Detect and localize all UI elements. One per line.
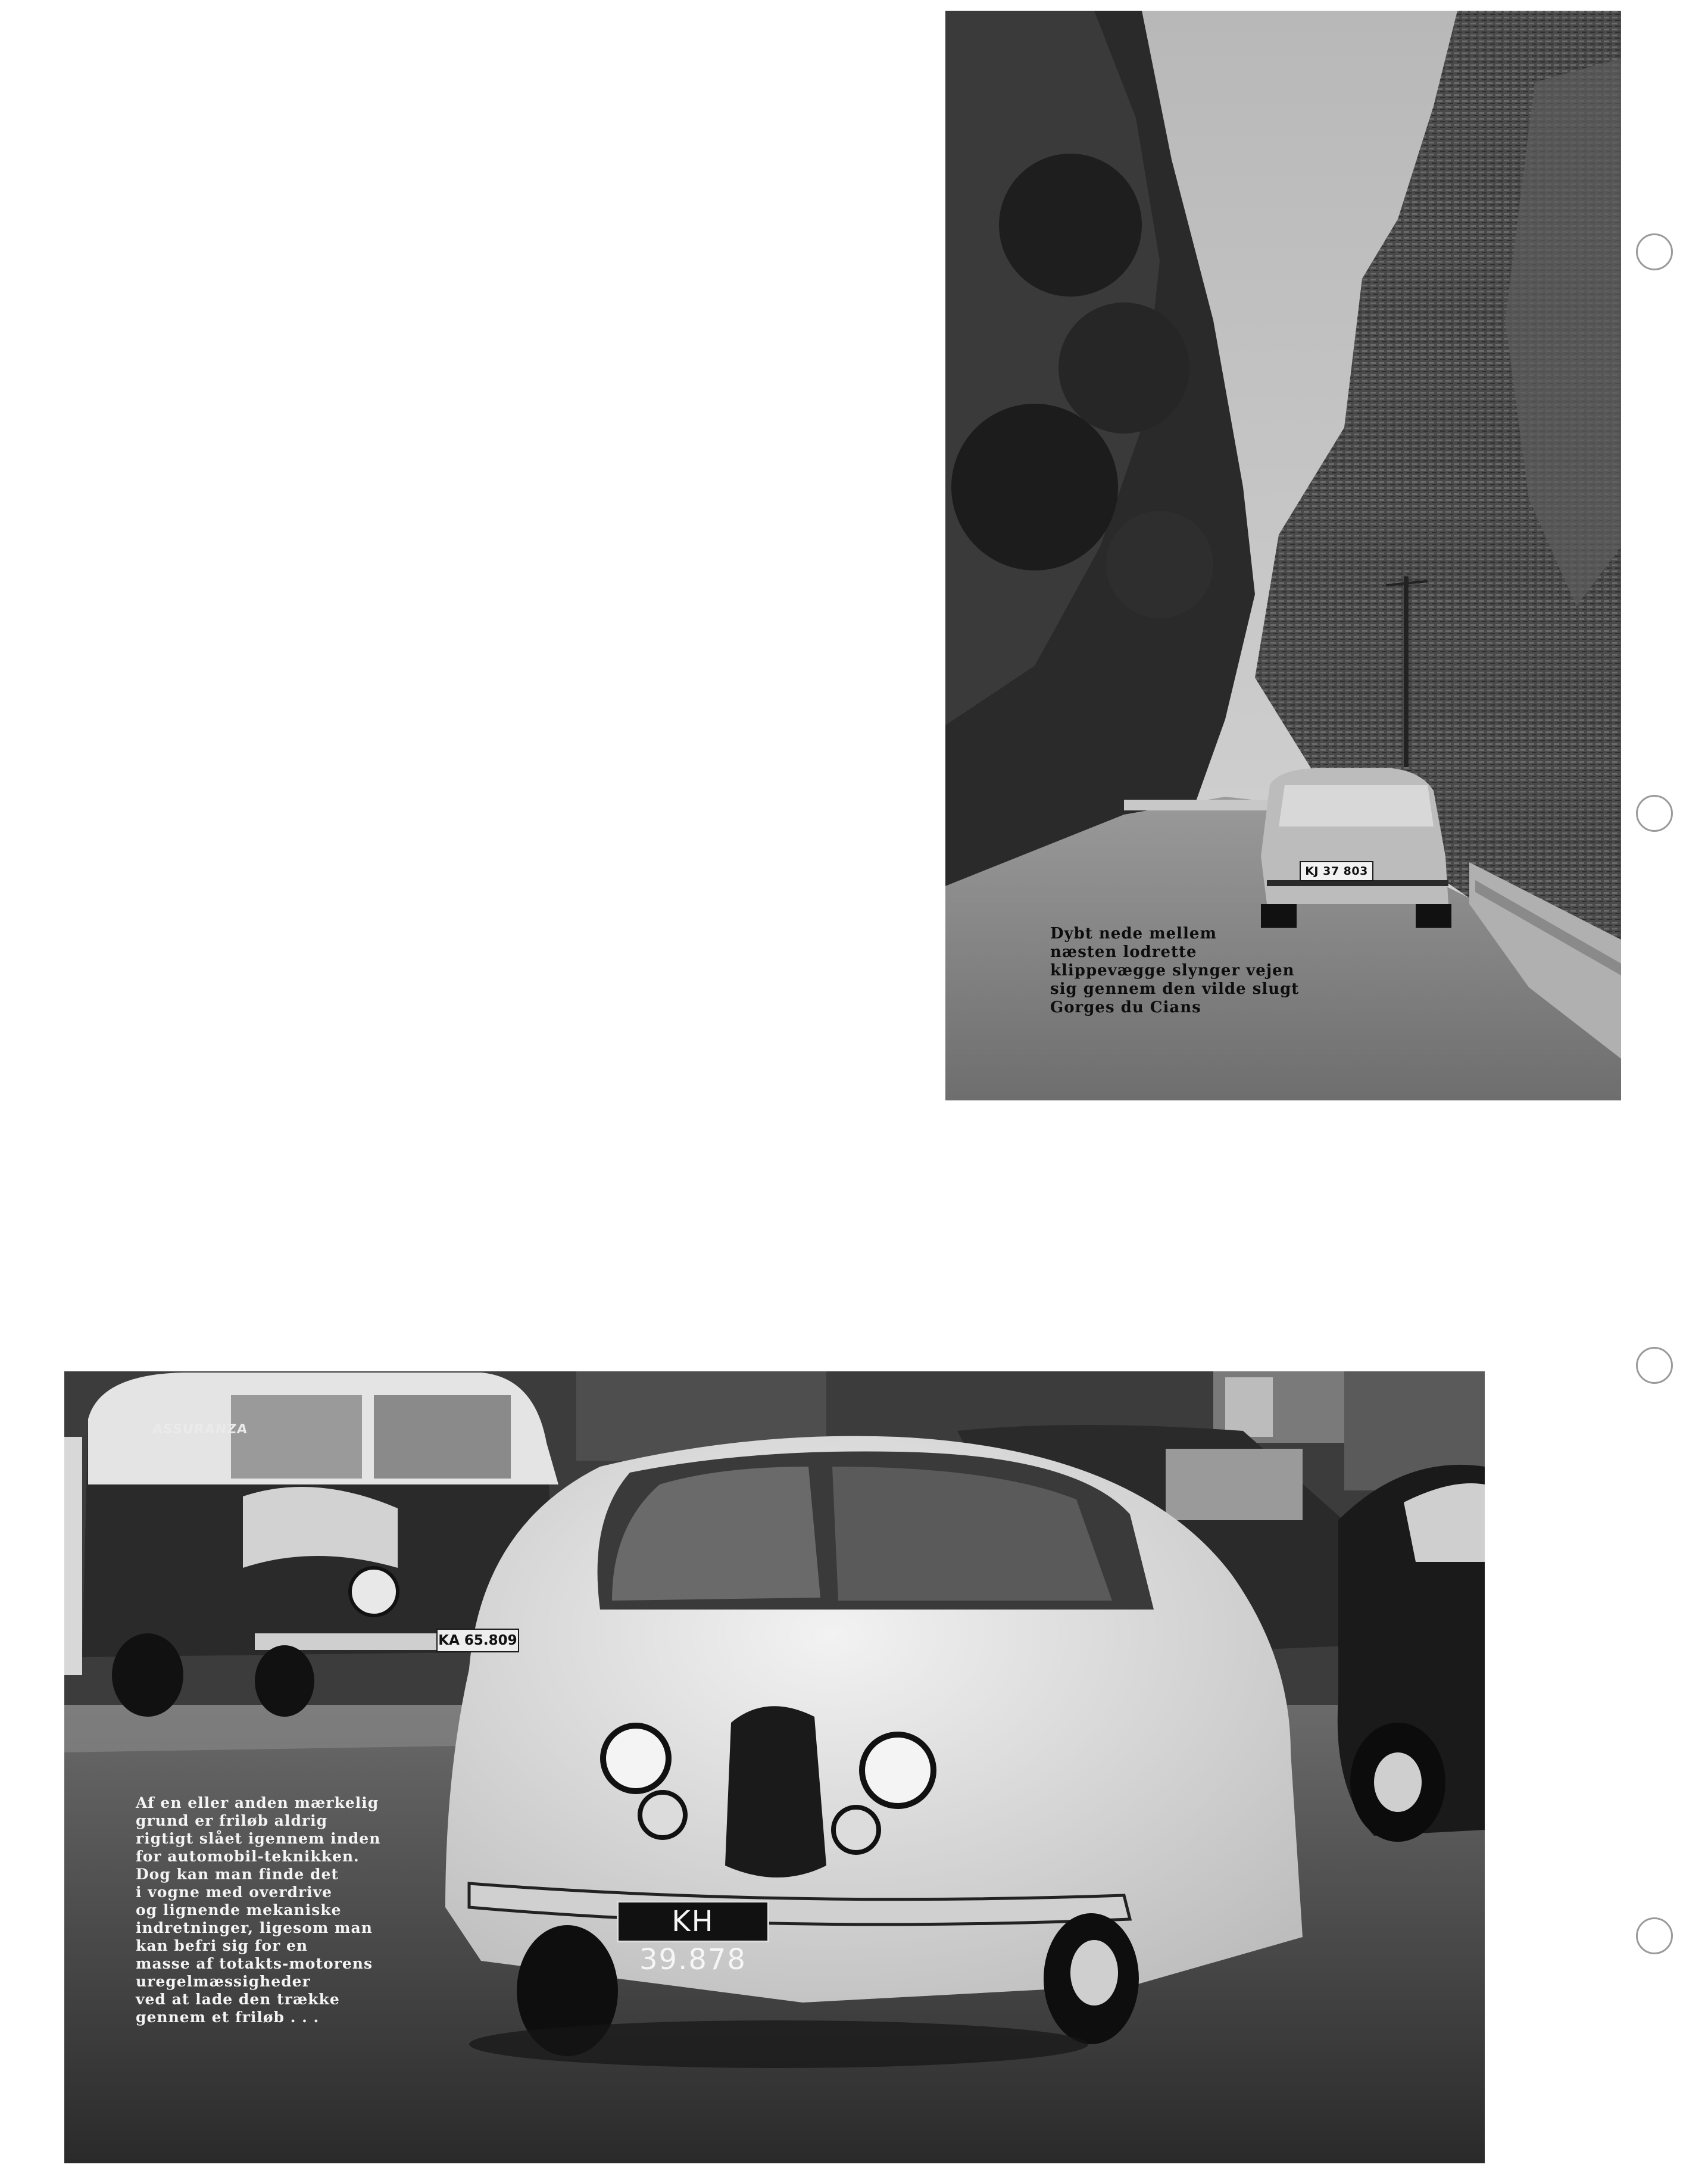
caption: Dybt nede mellem næsten lodrette klippevægge slynger vejen sig gennem den vilde slugt Gorges du Cians [1050,925,1300,1016]
street-photo [64,1371,1485,2163]
license-plate: KJ 37 803 [1300,861,1373,881]
punch-hole [1636,795,1673,832]
caption: Af en eller anden mærkelig grund er friløb aldrig rigtigt slået igennem inden for automobil-teknikken. Dog kan man finde det i vogne med overdrive og lignende mekaniske indretninger, ligesom man kan befri sig for en masse af totakts-motorens uregelmæssigheder ved at lade den trække gennem et friløb . . . [136,1794,381,2026]
punch-hole [1636,233,1673,270]
van-license-plate: KA 65.809 [436,1629,519,1652]
punch-hole [1636,1917,1673,1954]
punch-hole [1636,1347,1673,1384]
car-license-plate: KH 39.878 [617,1901,769,1942]
gorge-photo [945,11,1621,1100]
street-photo-image [64,1371,1485,2163]
van-lettering: ASSURANZA [151,1422,249,1437]
